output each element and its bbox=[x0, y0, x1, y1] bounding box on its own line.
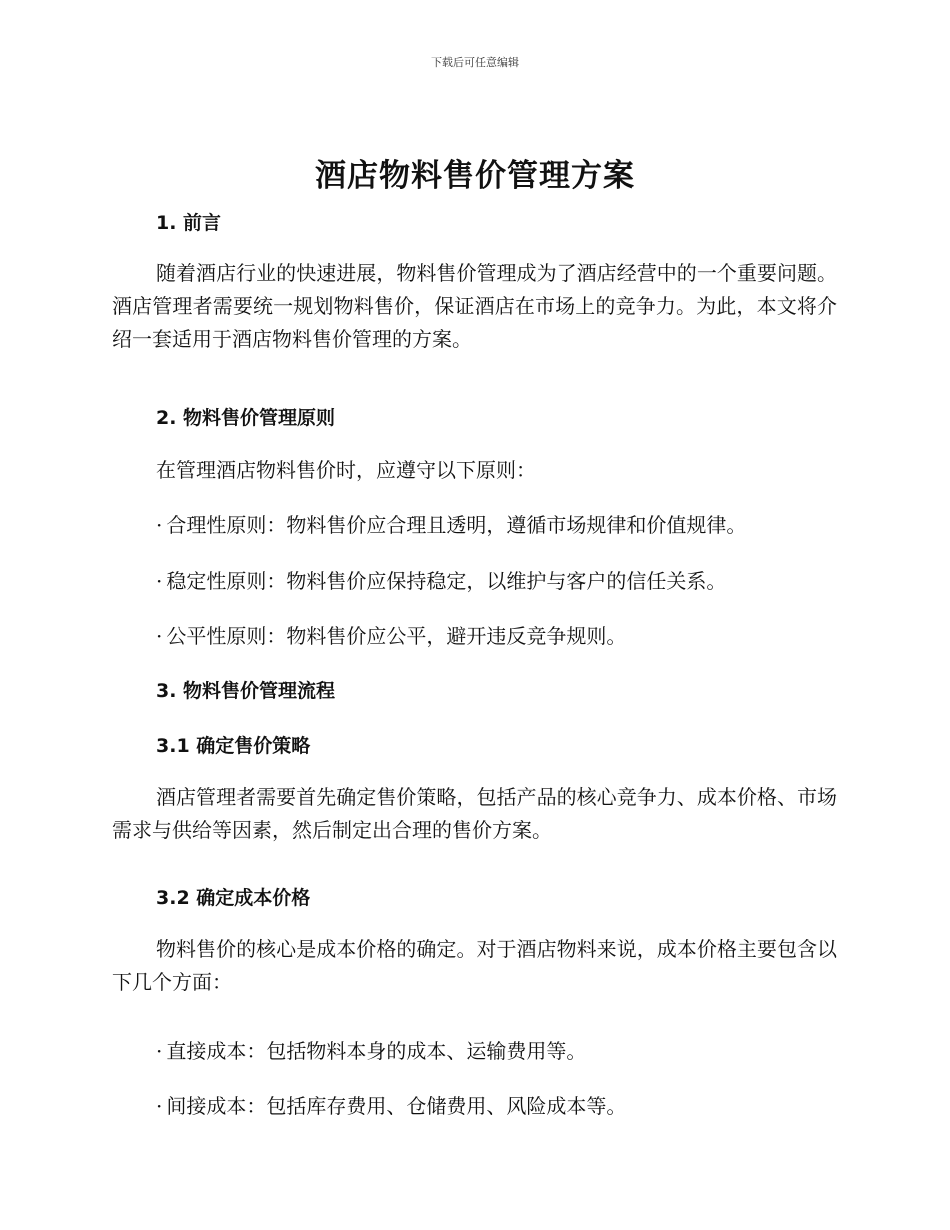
paragraph-cost-price: 物料售价的核心是成本价格的确定。对于酒店物料来说，成本价格主要包含以下几个方面： bbox=[112, 937, 837, 994]
section-heading-1: 1. 前言 bbox=[156, 212, 222, 234]
bullet-icon: · bbox=[156, 624, 163, 648]
paragraph-preface: 随着酒店行业的快速进展，物料售价管理成为了酒店经营中的一个重要问题。酒店管理者需要统一规划物料售价，保证酒店在市场上的竞争力。为此，本文将介绍一套适用于酒店物料售价管理的方案。 bbox=[112, 261, 837, 351]
bullet-icon: · bbox=[156, 513, 163, 537]
list-item-text: 合理性原则：物料售价应合理且透明，遵循市场规律和价值规律。 bbox=[166, 513, 747, 537]
list-item-text: 公平性原则：物料售价应公平，避开违反竞争规则。 bbox=[166, 624, 627, 648]
subsection-heading-3-1: 3.1 确定售价策略 bbox=[156, 735, 311, 757]
list-item bbox=[156, 1035, 586, 1064]
paragraph-pricing-strategy: 酒店管理者需要首先确定售价策略，包括产品的核心竞争力、成本价格、市场需求与供给等因素，然后制定出合理的售价方案。 bbox=[112, 785, 837, 842]
principles-intro: 在管理酒店物料售价时，应遵守以下原则： bbox=[156, 458, 536, 482]
list-item bbox=[156, 620, 626, 649]
subsection-heading-3-2: 3.2 确定成本价格 bbox=[156, 887, 311, 909]
page-header: 下载后可任意编辑 bbox=[431, 56, 519, 69]
list-item bbox=[156, 509, 746, 538]
bullet-icon: · bbox=[156, 569, 163, 593]
section-heading-3: 3. 物料售价管理流程 bbox=[156, 680, 336, 702]
bullet-icon: · bbox=[156, 1039, 163, 1063]
list-item bbox=[156, 565, 726, 594]
list-item-text: 稳定性原则：物料售价应保持稳定，以维护与客户的信任关系。 bbox=[166, 569, 727, 593]
bullet-icon: · bbox=[156, 1094, 163, 1118]
document-title: 酒店物料售价管理方案 bbox=[315, 158, 635, 194]
list-item-text: 间接成本：包括库存费用、仓储费用、风险成本等。 bbox=[166, 1094, 627, 1118]
list-item-text: 直接成本：包括物料本身的成本、运输费用等。 bbox=[166, 1039, 587, 1063]
list-item bbox=[156, 1090, 626, 1119]
section-heading-2: 2. 物料售价管理原则 bbox=[156, 407, 336, 429]
